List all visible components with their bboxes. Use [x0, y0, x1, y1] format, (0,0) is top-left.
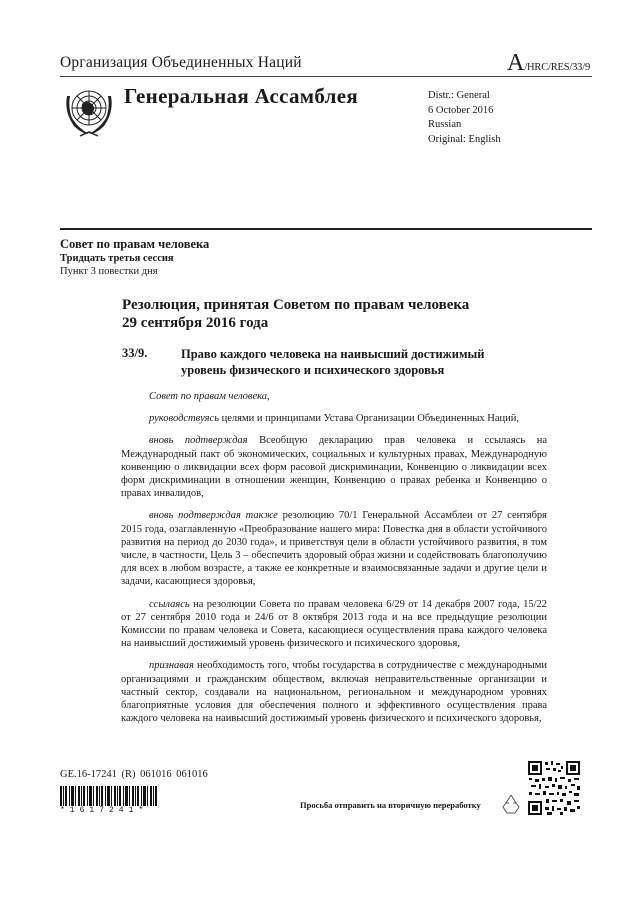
- resolution-heading-line2: уровень физического и психического здоровья: [181, 363, 445, 377]
- document-symbol: [507, 50, 590, 77]
- paragraph-italic-lead: вновь подтверждая также: [149, 510, 278, 522]
- preamble-paragraph: [121, 390, 547, 403]
- resolution-heading-line1: Право каждого человека на наивысший достижимый: [181, 347, 485, 361]
- resolution-heading: [181, 346, 561, 378]
- preamble-paragraph: [121, 434, 547, 500]
- resolution-title-line1: Резолюция, принятая Советом по правам человека: [122, 297, 470, 313]
- paragraph-text: резолюцию 70/1 Генеральной Ассамблеи от 27 сентября 2015 года, озаглавленную «Преобразование нашего мира: Повестка дня в области устойчивого развития на период до 2030 года», и приветствуя цели в области устойчивого развития, в том числе, в частности, Цель 3 – обеспечить здоровый образ жизни и содействовать благополучию для всех в любом возрасте, а также ее конкретные и взаимосвязанные задачи и другие цели и задачи, касающиеся здоровья,: [121, 510, 547, 588]
- organization-name: Организация Объединенных Наций: [60, 54, 302, 71]
- resolution-number: 33/9.: [122, 346, 148, 360]
- paragraph-text: на резолюции Совета по правам человека 6/29 от 14 декабря 2007 года, 15/22 от 27 сентября 2010 года и 24/6 от 8 октября 2013 года и на все предыдущие резолюции Комиссии по правам человека и Совета, касающиеся осуществления права каждого человека на наивысший достижимый уровень физического и психического здоровья,: [121, 598, 547, 650]
- job-code: GE.16-17241 (R) 061016 061016: [60, 769, 208, 780]
- paragraph-italic-lead: вновь подтверждая: [149, 435, 248, 447]
- resolution-title-line2: 29 сентября 2016 года: [122, 315, 269, 331]
- preamble-paragraph: [121, 509, 547, 588]
- resolution-body: [121, 390, 547, 734]
- paragraph-text: Всеобщую декларацию прав человека и ссылаясь на Международный пакт об экономических, социальных и культурных правах, Международную конвенцию о ликвидации всех форм расовой дискриминации, Конвенцию о ликвидации всех форм дискриминации в отношении женщин, Конвенцию о правах ребенка и Конвенцию о правах инвалидов,: [121, 435, 547, 500]
- un-emblem-icon: [62, 82, 116, 142]
- session-name: Тридцать третья сессия: [60, 253, 174, 264]
- agenda-item: Пункт 3 повестки дня: [60, 266, 158, 277]
- symbol-rest: /HRC/RES/33/9: [524, 62, 590, 73]
- distr-original: Original: English: [428, 133, 501, 145]
- paragraph-italic-lead: руководствуясь: [149, 413, 219, 425]
- recycle-notice: Просьба отправить на вторичную переработку: [300, 800, 481, 810]
- barcode-number: *1617241*: [60, 806, 149, 815]
- preamble-paragraph: [121, 659, 547, 725]
- resolution-title: [122, 296, 469, 332]
- header-rule: [60, 76, 592, 77]
- section-rule: [60, 228, 592, 230]
- distr-language: Russian: [428, 119, 462, 130]
- distr-status: Distr.: General: [428, 90, 490, 101]
- qr-code-icon: [527, 760, 581, 816]
- council-name: Совет по правам человека: [60, 237, 210, 251]
- distribution-block: [428, 89, 501, 147]
- paragraph-text: целями и принципами Устава Организации Объединенных Наций,: [219, 413, 520, 425]
- assembly-title: Генеральная Ассамблея: [124, 84, 359, 108]
- preamble-paragraph: [121, 412, 547, 425]
- paragraph-italic-lead: признавая: [149, 660, 194, 672]
- barcode-icon: [60, 786, 158, 808]
- paragraph-text: необходимость того, чтобы государства в сотрудничестве с международными организациями и гражданским обществом, включая неправительственные организации и частный сектор, создавали на национальном, региональном и международном уровнях благоприятные условия для обеспечения полного и эффективного осуществления права каждого человека на наивысший достижимый уровень физического и психического здоровья,: [121, 660, 547, 725]
- paragraph-italic-lead: ссылаясь: [149, 598, 190, 610]
- symbol-prefix: A: [506, 50, 525, 76]
- recycle-icon: [500, 793, 522, 815]
- distr-date: 6 October 2016: [428, 104, 494, 116]
- preamble-paragraph: [121, 598, 547, 651]
- paragraph-italic-lead: Совет по правам человека,: [149, 391, 270, 402]
